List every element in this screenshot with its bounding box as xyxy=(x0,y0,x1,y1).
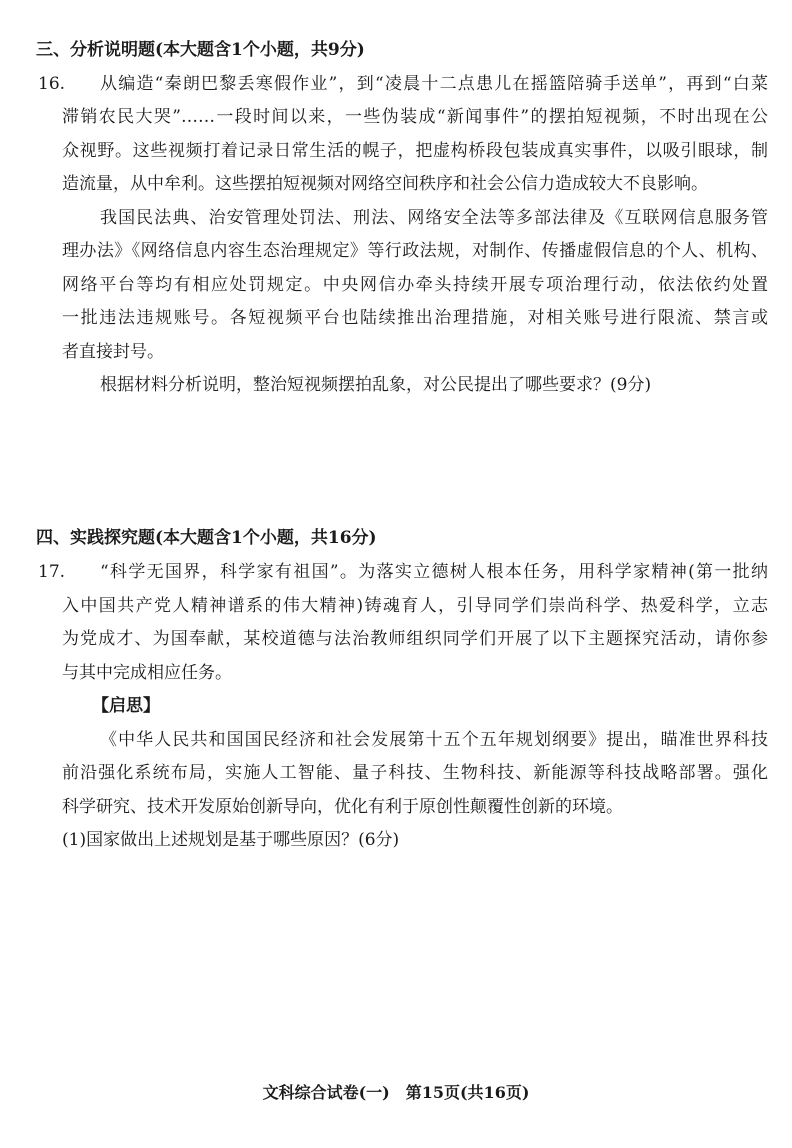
q17-task1: (1)国家做出上述规划是基于哪些原因？(6分) xyxy=(62,830,400,850)
q16-para2-line2: 理办法》《网络信息内容生态治理规定》等行政法规，对制作、传播虚假信息的个人、机构、 xyxy=(62,241,768,261)
q16-para1-line4: 造流量，从中牟利。这些摆拍短视频对网络空间秩序和社会公信力造成较大不良影响。 xyxy=(62,174,708,194)
q16-para2-line3: 网络平台等均有相应处罚规定。中央网信办牵头持续开展专项治理行动，依法依约处置 xyxy=(62,275,768,295)
q17-material-line1: 《中华人民共和国国民经济和社会发展第十五个五年规划纲要》提出，瞄准世界科技 xyxy=(100,730,768,750)
q17-intro-line3: 为党成才、为国奉献，某校道德与法治教师组织同学们开展了以下主题探究活动，请你参 xyxy=(62,629,768,649)
question-17-number: 17. xyxy=(38,562,66,582)
section3-heading: 三、分析说明题(本大题含1个小题，共9分) xyxy=(36,40,365,60)
q17-intro-line1: “科学无国界，科学家有祖国”。为落实立德树人根本任务，用科学家精神(第一批纳 xyxy=(100,562,768,582)
q16-para1-line3: 众视野。这些视频打着记录日常生活的幌子，把虚构桥段包装成真实事件，以吸引眼球，制 xyxy=(62,141,768,161)
q17-subheading-qisi: 【启思】 xyxy=(92,696,160,716)
q17-intro-line4: 与其中完成相应任务。 xyxy=(62,663,232,683)
q16-para1-line2: 滞销农民大哭”……一段时间以来，一些伪装成“新闻事件”的摆拍短视频，不时出现在公 xyxy=(62,107,768,127)
question-16-number: 16. xyxy=(38,74,66,94)
section4-heading: 四、实践探究题(本大题含1个小题，共16分) xyxy=(36,528,377,548)
q16-para1-line1: 从编造“秦朗巴黎丢寒假作业”，到“凌晨十二点患儿在摇篮陪骑手送单”，再到“白菜 xyxy=(100,74,768,94)
q17-intro-line2: 入中国共产党人精神谱系的伟大精神)铸魂育人，引导同学们崇尚科学、热爱科学，立志 xyxy=(62,596,768,616)
q16-question: 根据材料分析说明，整治短视频摆拍乱象，对公民提出了哪些要求？(9分) xyxy=(100,375,652,395)
q17-material-line2: 前沿强化系统布局，实施人工智能、量子科技、生物科技、新能源等科技战略部署。强化 xyxy=(62,763,768,783)
q17-material-line3: 科学研究、技术开发原始创新导向，优化有利于原创性颠覆性创新的环境。 xyxy=(62,797,623,817)
page-footer: 文科综合试卷(一) 第15页(共16页) xyxy=(262,1083,530,1102)
q16-para2-line4: 一批违法违规账号。各短视频平台也陆续推出治理措施，对相关账号进行限流、禁言或 xyxy=(62,308,768,328)
q16-para2-line5: 者直接封号。 xyxy=(62,342,164,362)
q16-para2-line1: 我国民法典、治安管理处罚法、刑法、网络安全法等多部法律及《互联网信息服务管 xyxy=(100,208,768,228)
